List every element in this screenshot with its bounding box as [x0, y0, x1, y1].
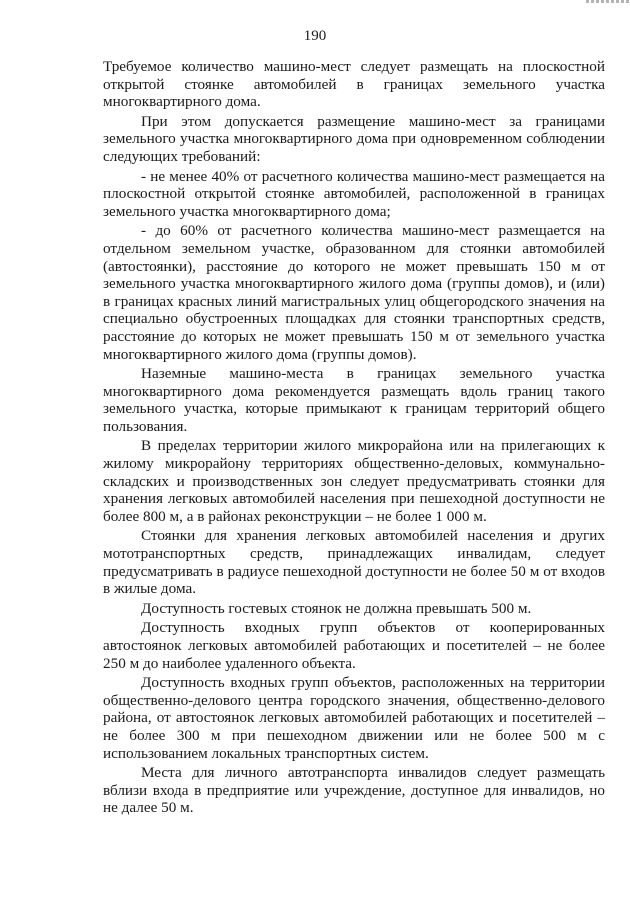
page-number: 190	[303, 28, 327, 44]
paragraph: В пределах территории жилого микрорайона или на прилегающих к жилому микрорайону территориях общественно-деловых, коммунально-складских и производственных зон следует предусматривать стоянки для хранения легковых автомобилей населения при пешеходной доступности не более 800 м, а в районах реконструкции – не более 1 000 м.	[103, 437, 605, 525]
list-item: - до 60% от расчетного количества машино-мест размещается на отдельном земельном участке, образованном для стоянки автомобилей (автостоянки), расстояние до которого не может превышать 150 м от земельного участка многоквартирного жилого дома (группы домов), и (или) в границах красных линий магистральных улиц общегородского значения на специально обустроенных площадках для стоянки транспортных средств, расстояние до которых не может превышать 150 м от земельного участка многоквартирного жилого дома (группы домов).	[103, 222, 605, 363]
paragraph: При этом допускается размещение машино-мест за границами земельного участка многоквартирного дома при одновременном соблюдении следующих требований:	[103, 112, 605, 165]
paragraph: Требуемое количество машино-мест следует размещать на плоскостной открытой стоянке автомобилей в границах земельного участка многоквартирного дома.	[103, 58, 605, 111]
document-body	[103, 58, 605, 819]
paragraph: Доступность входных групп объектов от кооперированных автостоянок легковых автомобилей работающих и посетителей – не более 250 м до наиболее удаленного объекта.	[103, 619, 605, 672]
paragraph: Стоянки для хранения легковых автомобилей населения и других мототранспортных средств, принадлежащих инвалидам, следует предусматривать в радиусе пешеходной доступности не более 50 м от входов в жилые дома.	[103, 527, 605, 598]
list-item: - не менее 40% от расчетного количества машино-мест размещается на плоскостной открытой стоянке автомобилей, расположенной в границах земельного участка многоквартирного дома;	[103, 167, 605, 220]
paragraph: Наземные машино-места в границах земельного участка многоквартирного дома рекомендуется размещать вдоль границ такого земельного участка, которые примыкают к границам территорий общего пользования.	[103, 365, 605, 435]
paragraph: Доступность гостевых стоянок не должна превышать 500 м.	[141, 599, 532, 617]
paragraph: Места для личного автотранспорта инвалидов следует размещать вблизи входа в предприятие или учреждение, доступное для инвалидов, но не далее 50 м.	[103, 764, 605, 817]
scan-edge-mark	[586, 0, 630, 3]
paragraph: Доступность входных групп объектов, расположенных на территории общественно-делового центра городского значения, общественно-делового района, от автостоянок легковых автомобилей работающих и посетителей – не более 300 м при пешеходном движении или не более 500 м с использованием локальных транспортных систем.	[103, 674, 605, 762]
